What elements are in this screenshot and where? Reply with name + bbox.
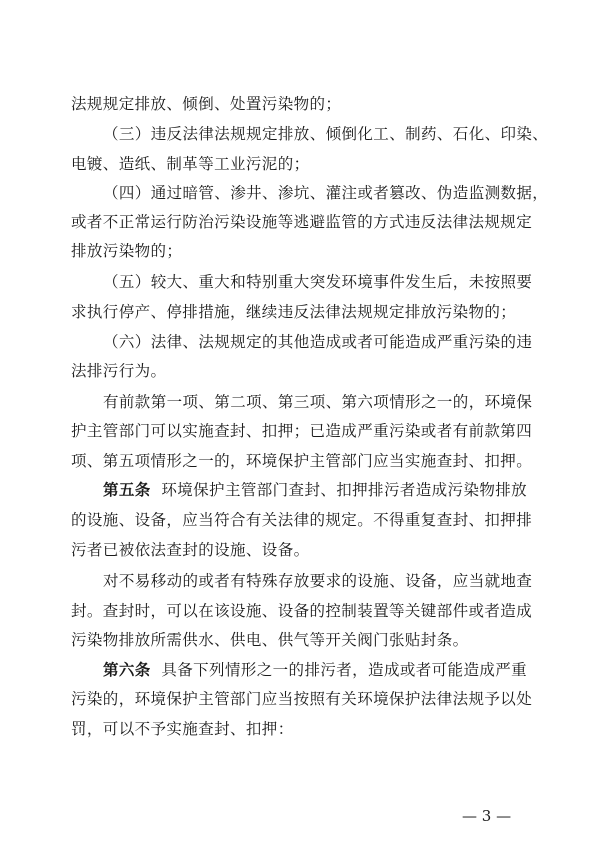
text-line: （六）法律、法规规定的其他造成或者可能造成严重污染的违 — [103, 333, 533, 351]
text-line: （四）通过暗管、渗井、渗坑、灌注或者篡改、伪造监测数据， — [103, 184, 549, 202]
article-heading: 第五条 — [103, 480, 151, 499]
text-line: 求执行停产、停排措施，继续违反法律法规规定排放污染物的； — [71, 303, 517, 321]
text-line: 的设施、设备，应当符合有关法律的规定。不得重复查封、扣押排 — [71, 511, 533, 529]
text-line: 法规规定排放、倾倒、处置污染物的； — [71, 95, 342, 113]
text-line: 法排污行为。 — [71, 362, 167, 380]
article-heading: 第六条 — [103, 660, 151, 679]
text-line: 封。查封时，可以在该设施、设备的控制装置等关键部件或者造成 — [71, 602, 533, 620]
text-line: 或者不正常运行防治污染设施等逃避监管的方式违反法律法规规定 — [71, 213, 533, 231]
text-line: 排放污染物的； — [71, 242, 183, 260]
text-line: （五）较大、重大和特别重大突发环境事件发生后，未按照要 — [103, 273, 533, 291]
article-text: 环境保护主管部门查封、扣押排污者造成污染物排放 — [161, 481, 528, 499]
page-number: — 3 — — [462, 807, 512, 825]
text-line: 有前款第一项、第二项、第三项、第六项情形之一的，环境保 — [103, 393, 533, 411]
article-line — [103, 660, 527, 680]
article-text: 具备下列情形之一的排污者，造成或者可能造成严重 — [161, 661, 528, 679]
text-line: 护主管部门可以实施查封、扣押；已造成严重污染或者有前款第四 — [71, 422, 533, 440]
text-line: 电镀、造纸、制革等工业污泥的； — [71, 155, 310, 173]
text-line: 污染物排放所需供水、供电、供气等开关阀门张贴封条。 — [71, 631, 469, 649]
article-line — [103, 480, 527, 500]
text-line: （三）违反法律法规规定排放、倾倒化工、制药、石化、印染、 — [103, 125, 549, 143]
text-line: 污染的，环境保护主管部门应当按照有关环境保护法律法规予以处 — [71, 690, 533, 708]
text-line: 项、第五项情形之一的，环境保护主管部门应当实施查封、扣押。 — [71, 452, 533, 470]
text-line: 污者已被依法查封的设施、设备。 — [71, 541, 310, 559]
text-line: 罚，可以不予实施查封、扣押： — [71, 720, 294, 738]
text-line: 对不易移动的或者有特殊存放要求的设施、设备，应当就地查 — [103, 572, 533, 590]
